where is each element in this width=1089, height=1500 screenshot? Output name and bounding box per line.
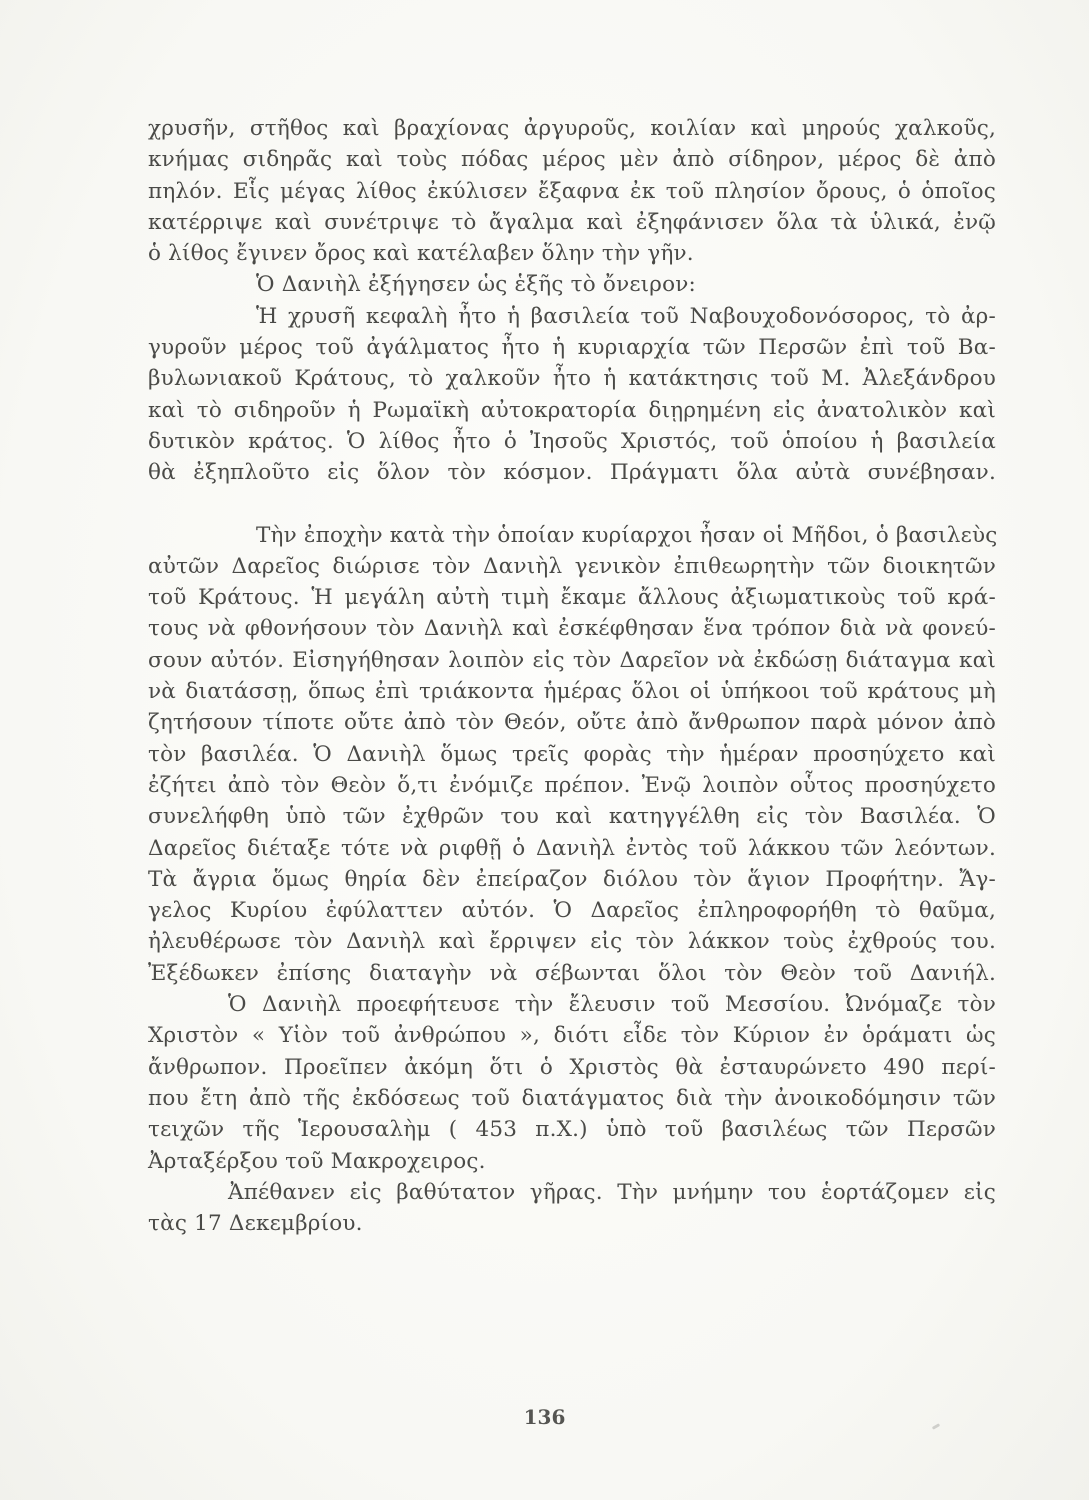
text-line: ὁ λίθος ἔγινεν ὄρος καὶ κατέλαβεν ὅλην τὴν γῆν. xyxy=(148,241,694,267)
text-line: ἐζήτει ἀπὸ τὸν Θεὸν ὅ,τι ἐνόμιζε πρέπον. Ἐνῷ λοιπὸν οὗτος προσηύχετο xyxy=(148,772,996,798)
paragraph-gap xyxy=(148,489,996,520)
text-line: Ἀρταξέρξου τοῦ Μακροχειρος. xyxy=(148,1148,486,1174)
text-line: που ἔτη ἀπὸ τῆς ἐκδόσεως τοῦ διατάγματος διὰ τὴν ἀνοικοδόμησιν τῶν xyxy=(148,1085,996,1111)
text-line: Ἡ χρυσῆ κεφαλὴ ἦτο ἡ βασιλεία τοῦ Ναβουχοδονόσορος, τὸ ἀρ- xyxy=(256,303,996,329)
text-line: τειχῶν τῆς Ἱερουσαλὴμ ( 453 π.Χ.) ὑπὸ τοῦ βασιλέως τῶν Περσῶν xyxy=(148,1117,996,1143)
text-line: Ὁ Δανιὴλ προεφήτευσε τὴν ἔλευσιν τοῦ Μεσσίου. Ὠνόμαζε τὸν xyxy=(228,992,996,1018)
paragraph-dream-interpretation xyxy=(148,301,996,489)
text-line: πηλόν. Εἷς μέγας λίθος ἐκύλισεν ἔξαφνα ἐκ τοῦ πλησίον ὄρους, ὁ ὁποῖος xyxy=(148,178,996,204)
text-line: τὰς 17 Δεκεμβρίου. xyxy=(148,1211,363,1237)
text-line: Χριστὸν « Υἱὸν τοῦ ἀνθρώπου », διότι εἶδε τὸν Κύριον ἐν ὁράματι ὡς xyxy=(148,1023,996,1049)
text-line: νὰ διατάσσῃ, ὅπως ἐπὶ τριάκοντα ἡμέρας ὅλοι οἱ ὑπήκοοι τοῦ κράτους μὴ xyxy=(148,679,996,705)
text-line: θὰ ἐξηπλοῦτο εἰς ὅλον τὸν κόσμον. Πράγματι ὅλα αὐτὰ συνέβησαν. xyxy=(148,460,996,486)
text-line: Ἀπέθανεν εἰς βαθύτατον γῆρας. Τὴν μνήμην του ἑορτάζομεν εἰς xyxy=(228,1179,996,1205)
text-line: γυροῦν μέρος τοῦ ἀγάλματος ἦτο ἡ κυριαρχία τῶν Περσῶν ἐπὶ τοῦ Βα- xyxy=(148,335,996,361)
text-line: συνελήφθη ὑπὸ τῶν ἐχθρῶν του καὶ κατηγγέλθη εἰς τὸν Βασιλέα. Ὁ xyxy=(148,804,996,830)
text-line: χρυσῆν, στῆθος καὶ βραχίονας ἀργυροῦς, κοιλίαν καὶ μηρούς χαλκοῦς, xyxy=(148,116,996,141)
text-line: Ἐξέδωκεν ἐπίσης διαταγὴν νὰ σέβωνται ὅλοι τὸν Θεὸν τοῦ Δανιήλ. xyxy=(148,960,996,986)
text-line: δυτικὸν κράτος. Ὁ λίθος ἦτο ὁ Ἰησοῦς Χριστός, τοῦ ὁποίου ἡ βασιλεία xyxy=(148,428,996,454)
text-line: Τὰ ἄγρια ὅμως θηρία δὲν ἐπείραζον διόλου τὸν ἅγιον Προφήτην. Ἄγ- xyxy=(148,866,996,892)
text-line: σουν αὐτόν. Εἰσηγήθησαν λοιπὸν εἰς τὸν Δαρεῖον νὰ ἐκδώσῃ διάταγμα καὶ xyxy=(148,647,996,673)
text-line: Τὴν ἐποχὴν κατὰ τὴν ὁποίαν κυρίαρχοι ἦσαν οἱ Μῆδοι, ὁ βασιλεὺς xyxy=(256,522,998,548)
text-line: Δαρεῖος διέταξε τότε νὰ ριφθῇ ὁ Δανιὴλ ἐντὸς τοῦ λάκκου τῶν λεόντων. xyxy=(148,835,996,861)
text-line: ζητήσουν τίποτε οὔτε ἀπὸ τὸν Θεόν, οὔτε ἀπὸ ἄνθρωπον παρὰ μόνον ἀπὸ xyxy=(148,710,996,736)
text-line: τους νὰ φθονήσουν τὸν Δανιὴλ καὶ ἐσκέφθησαν ἕνα τρόπον διὰ νὰ φονεύ- xyxy=(148,616,996,642)
text-line: κατέρριψε καὶ συνέτριψε τὸ ἄγαλμα καὶ ἐξηφάνισεν ὅλα τὰ ὑλικά, ἐνῷ xyxy=(148,209,996,235)
text-line: τὸν βασιλέα. Ὁ Δανιὴλ ὅμως τρεῖς φορὰς τὴν ἡμέραν προσηύχετο καὶ xyxy=(148,741,996,767)
text-line: ἠλευθέρωσε τὸν Δανιὴλ καὶ ἔρριψεν εἰς τὸν λάκκον τοὺς ἐχθρούς του. xyxy=(148,929,996,955)
paragraph-lions-den xyxy=(148,520,996,989)
paragraph-statue-description xyxy=(148,113,996,269)
text-line: Ὁ Δανιὴλ ἐξήγησεν ὡς ἑξῆς τὸ ὄνειρον: xyxy=(256,272,697,298)
paragraph-dream-interpretation-intro xyxy=(148,269,996,300)
page-number: 136 xyxy=(523,1405,566,1429)
paragraph-death xyxy=(148,1177,996,1240)
text-line: καὶ τὸ σιδηροῦν ἡ Ρωμαϊκὴ αὐτοκρατορία διῃρημένη εἰς ἀνατολικὸν καὶ xyxy=(148,397,996,423)
body-text xyxy=(148,113,996,1239)
paragraph-prophecy xyxy=(148,989,996,1177)
text-line: γελος Κυρίου ἐφύλαττεν αὐτόν. Ὁ Δαρεῖος ἐπληροφορήθη τὸ θαῦμα, xyxy=(148,898,996,924)
text-line: ἄνθρωπον. Προεῖπεν ἀκόμη ὅτι ὁ Χριστὸς θὰ ἐσταυρώνετο 490 περί- xyxy=(148,1054,996,1080)
text-line: τοῦ Κράτους. Ἡ μεγάλη αὐτὴ τιμὴ ἔκαμε ἄλλους ἀξιωματικοὺς τοῦ κρά- xyxy=(148,585,996,611)
text-line: αὐτῶν Δαρεῖος διώρισε τὸν Δανιὴλ γενικὸν ἐπιθεωρητὴν τῶν διοικητῶν xyxy=(148,553,996,579)
text-line: κνήμας σιδηρᾶς καὶ τοὺς πόδας μέρος μὲν ἀπὸ σίδηρον, μέρος δὲ ἀπὸ xyxy=(148,147,996,173)
text-line: βυλωνιακοῦ Κράτους, τὸ χαλκοῦν ἦτο ἡ κατάκτησις τοῦ Μ. Ἀλεξάνδρου xyxy=(148,366,996,392)
